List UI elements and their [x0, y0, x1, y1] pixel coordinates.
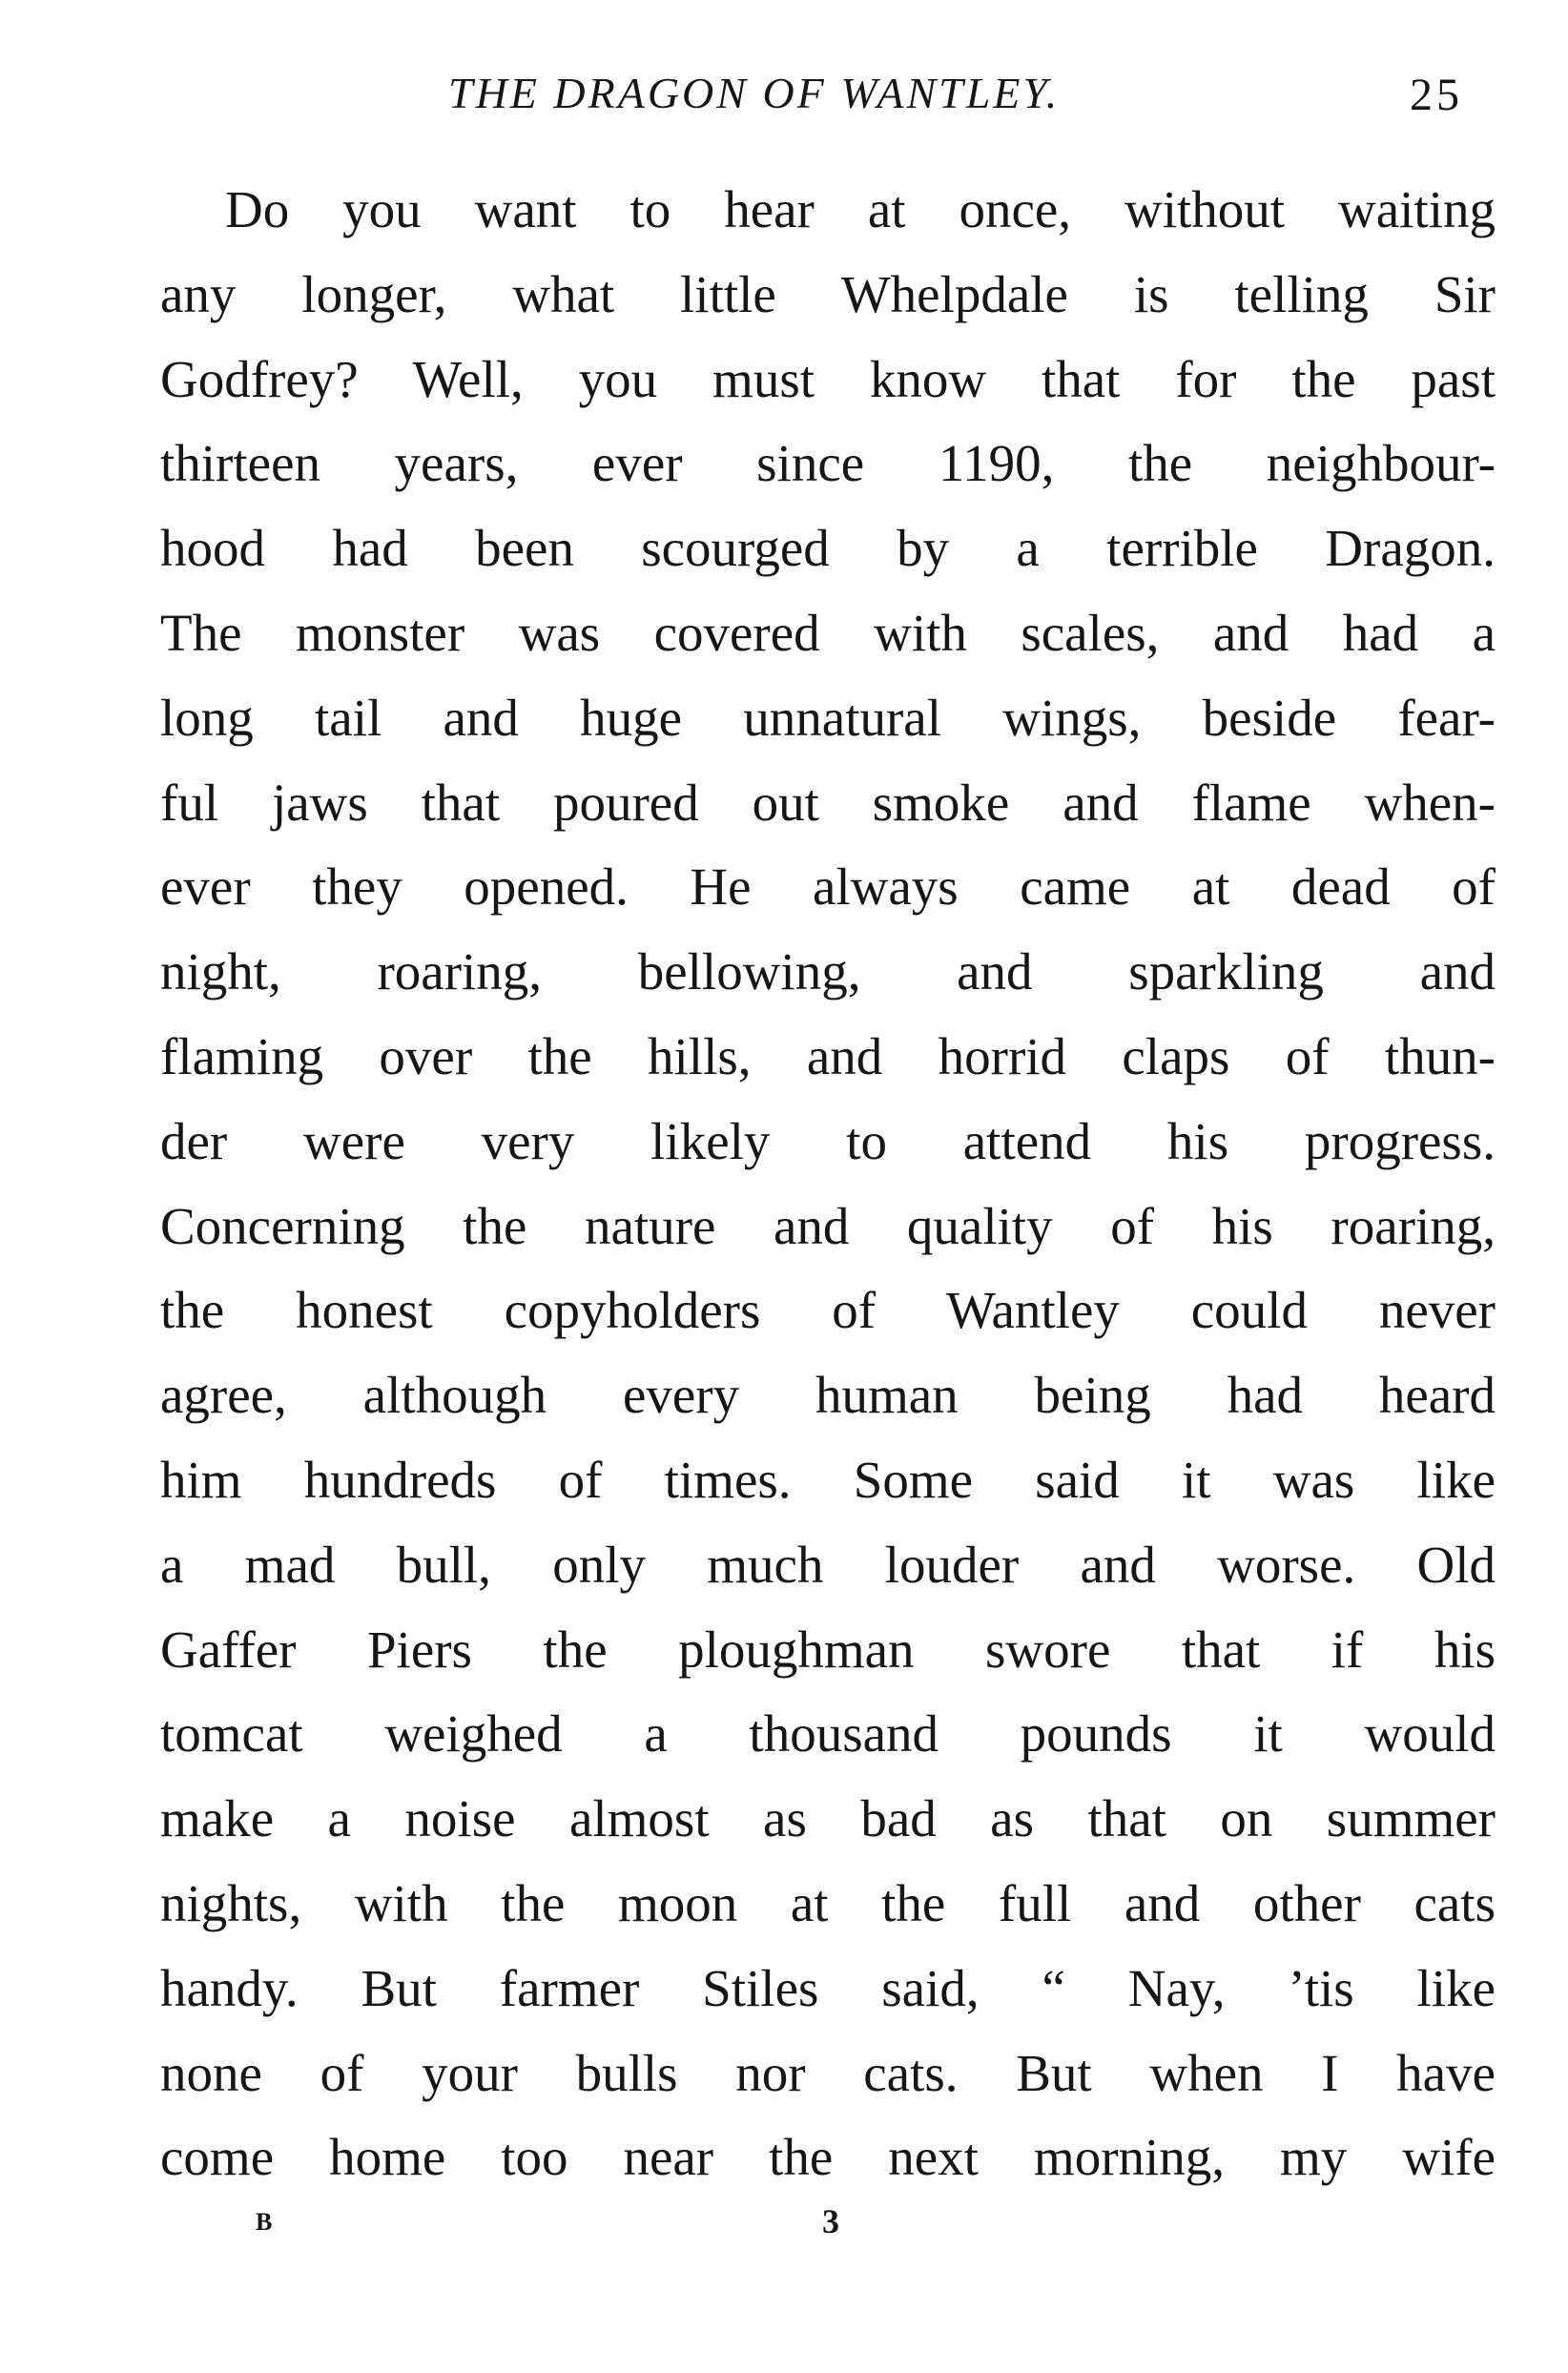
text-line: night, roaring, bellowing, and sparkling and — [160, 942, 1496, 1001]
text-line: the honest copyholders of Wantley could never — [160, 1281, 1496, 1340]
text-line: der were very likely to attend his progress. — [160, 1111, 1496, 1170]
text-line: flaming over the hills, and horrid claps of thun- — [160, 1026, 1496, 1085]
text-line: tomcat weighed a thousand pounds it would — [160, 1704, 1496, 1764]
text-line: Godfrey? Well, you must know that for the past — [160, 349, 1496, 408]
text-line: a mad bull, only much louder and worse. Old — [160, 1535, 1496, 1594]
text-line: him hundreds of times. Some said it was like — [160, 1450, 1496, 1509]
text-line: Gaffer Piers the ploughman swore that if his — [160, 1620, 1496, 1679]
text-line: none of your bulls nor cats. But when I have — [160, 2043, 1496, 2102]
text-line: agree, although every human being had heard — [160, 1366, 1496, 1425]
text-line: any longer, what little Whelpdale is telling Sir — [160, 264, 1496, 323]
text-line: come home too near the next morning, my wife — [160, 2128, 1496, 2187]
text-line: make a noise almost as bad as that on summer — [160, 1789, 1496, 1848]
text-line: long tail and huge unnatural wings, beside fear- — [160, 688, 1496, 747]
signature-mark: B — [256, 2208, 275, 2236]
body-text — [160, 168, 1496, 2200]
text-line: nights, with the moon at the full and other cats — [160, 1873, 1496, 1932]
text-line: thirteen years, ever since 1190, the neighbour- — [160, 434, 1496, 493]
text-line: Do you want to hear at once, without waiting — [225, 180, 1496, 238]
text-line: Concerning the nature and quality of his roaring, — [160, 1196, 1496, 1255]
running-title: THE DRAGON OF WANTLEY. — [448, 69, 1061, 117]
text-line: ever they opened. He always came at dead of — [160, 857, 1496, 917]
text-line: The monster was covered with scales, and had a — [160, 603, 1496, 662]
text-line: handy. But farmer Stiles said, “ Nay, ’tis like — [160, 1958, 1496, 2017]
text-line: hood had been scourged by a terrible Dragon. — [160, 519, 1496, 578]
sheet-number: 3 — [822, 2202, 839, 2240]
page-number: 25 — [1410, 70, 1463, 120]
text-line: ful jaws that poured out smoke and flame when- — [160, 773, 1496, 832]
